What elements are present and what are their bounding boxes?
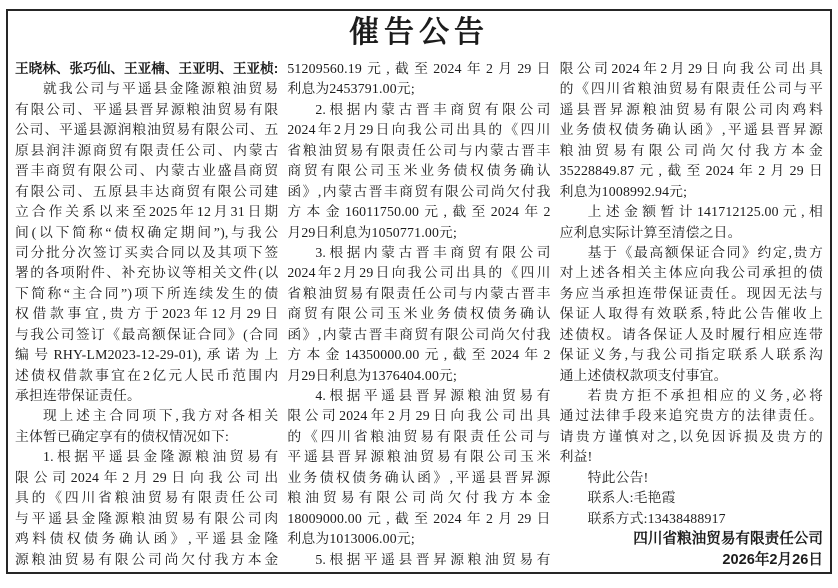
text-line: 5.根据平遥县晋昇源粮油贸易有 [315,551,551,567]
text-column [287,59,550,569]
text-line: 间(以下简称“债权确定期间”),与我公 [15,224,279,240]
text-line: 限公司2024年2月29日向我公司出具 [559,61,823,76]
text-line: 平遥县晋昇源粮油贸易有限公司玉米 [287,449,551,465]
text-line: 保证人取得有效联系,特此公告催收上 [559,306,823,322]
text-line: 函》,内蒙古晋丰商贸有限公司尚欠付我 [287,326,551,342]
text-line: 利益! [559,449,593,465]
text-line: 上述金额暂计141712125.00元,相 [587,204,823,220]
text-line: 利息为1013006.00元; [287,531,415,547]
text-line: 原县润沣源商贸有限责任公司、内蒙古 [15,142,279,158]
text-line: 现上述主合同项下,我方对各相关 [43,408,279,424]
text-line: 特此公告! [587,469,649,485]
notice-frame [6,9,832,574]
text-line: 省粮油贸易有限责任公司与内蒙古晋丰 [287,285,551,301]
text-line: 通上述债权款项支付事宜。 [559,367,728,383]
text-line: 具的《四川省粮油贸易有限责任公司 [15,490,279,506]
text-line: 司分批分次签订买卖合同以及其项下签 [15,244,279,260]
text-line: 与我公司签订《最高额保证合同》(合同 [15,326,279,342]
text-line: 述债权。请各保证人及时履行相应连带 [559,326,823,342]
text-line: 限公司2024年2月29日向我公司出具 [287,408,551,424]
text-line: 18009000.00元,截至2024年2月29日 [287,510,551,526]
text-line: 限公司2024年2月29日向我公司出 [15,469,279,485]
text-line: 述债权借款事宜在2亿元人民币范围内 [15,367,279,383]
text-line: 利息为1008992.94元; [559,183,688,199]
text-column [560,59,823,569]
text-line: 基于《最高额保证合同》约定,贵方 [587,244,823,260]
text-line: 利息为2453791.00元; [287,81,415,97]
text-line: 王晓林、张巧仙、王亚楠、王亚明、王亚桢: [15,61,279,76]
text-line: 粮油贸易有限公司尚欠付我方本金 [287,490,551,506]
text-line: 对上述各相关主体应向我公司承担的债 [559,265,823,281]
text-line: 业务债权债务确认函》,平遥县晋昇源 [559,122,823,138]
text-line: 2024年2月29日向我公司出具的《四川 [287,122,551,138]
text-line: 务应当承担连带保证责任。现因无法与 [559,285,823,301]
notice-body [15,59,823,569]
text-line: 就我公司与平遥县金隆源粮油贸易 [43,81,279,97]
text-line: 主体暂已确定享有的债权情况如下: [15,428,229,444]
text-line: 1.根据平遥县金隆源粮油贸易有 [43,449,279,465]
text-line: 商贸有限公司玉米业务债权债务确认 [287,163,551,179]
text-line: 署的各项附件、补充协议等相关文件(以 [15,265,279,281]
text-line: 的《四川省粮油贸易有限责任公司与平 [559,81,823,97]
text-column [15,59,278,569]
text-line: 2024年2月29日向我公司出具的《四川 [287,265,551,281]
text-line: 公司、平遥县源润粮油贸易有限公司、五 [15,122,279,138]
text-line: 4.根据平遥县晋昇源粮油贸易有 [315,388,551,403]
text-line: 51209560.19元,截至2024年2月29日 [287,61,551,76]
text-line: 晋丰商贸有限公司、内蒙古业盛昌商贸 [15,163,279,179]
text-line: 源粮油贸易有限公司尚欠付我方本金 [15,551,279,567]
text-line: 应利息实际计算至清偿之日。 [559,224,742,240]
text-line: 方本金16011750.00元,截至2024年2 [287,204,551,220]
text-line: 保证义务,与我公司指定联系人联系沟 [559,347,823,363]
text-line: 3.根据内蒙古晋丰商贸有限公司 [315,244,551,260]
text-line: 通过法律手段来追究贵方的法律责任。 [559,408,823,424]
text-line: 联系人:毛艳霞 [587,490,676,506]
text-line: 立合作关系以来至2025年12月31日期 [15,204,279,220]
text-line: 若贵方拒不承担相应的义务,必将 [587,388,823,403]
text-line: 35228849.87元,截至2024年2月29日 [559,163,823,179]
text-line: 业务债权债务确认函》,平遥县晋昇源 [287,469,551,485]
text-line: 编号RHY-LM2023-12-29-01),承诺为上 [15,347,279,363]
text-line: 请贵方谨慎对之,以免因诉损及贵方的 [559,428,823,444]
text-line: 2026年2月26日 [722,551,823,568]
text-line: 省粮油贸易有限责任公司与内蒙古晋丰 [287,142,551,158]
text-line: 方本金14350000.00元,截至2024年2 [287,347,551,363]
text-line: 月29日利息为1376404.00元; [287,367,458,383]
text-line: 粮油贸易有限公司尚欠付我方本金 [559,142,823,158]
text-line: 商贸有限公司玉米业务债权债务确认 [287,306,551,322]
text-line: 权借款事宜,贵方于2023年12月29日 [15,306,279,322]
text-line: 有限公司、五原县丰达商贸有限公司建 [15,183,279,199]
text-line: 与平遥县金隆源粮油贸易有限公司肉 [15,510,279,526]
text-line: 承担连带保证责任。 [15,388,141,403]
text-line: 下简称“主合同”)项下所连续发生的债 [15,285,279,301]
text-line: 联系方式:13438488917 [587,510,726,526]
text-line: 的《四川省粮油贸易有限责任公司与 [287,428,551,444]
text-line: 月29日利息为1050771.00元; [287,224,458,240]
text-line: 四川省粮油贸易有限责任公司 [633,531,823,548]
notice-title: 催告公告 [349,16,489,49]
text-line: 鸡料债权债务确认函》,平遥县金隆 [15,531,279,547]
text-line: 有限公司、平遥县晋昇源粮油贸易有限 [15,101,279,117]
text-line: 2.根据内蒙古晋丰商贸有限公司 [315,101,551,117]
text-line: 函》,内蒙古晋丰商贸有限公司尚欠付我 [287,183,551,199]
text-line: 遥县晋昇源粮油贸易有限公司肉鸡料 [559,101,823,117]
